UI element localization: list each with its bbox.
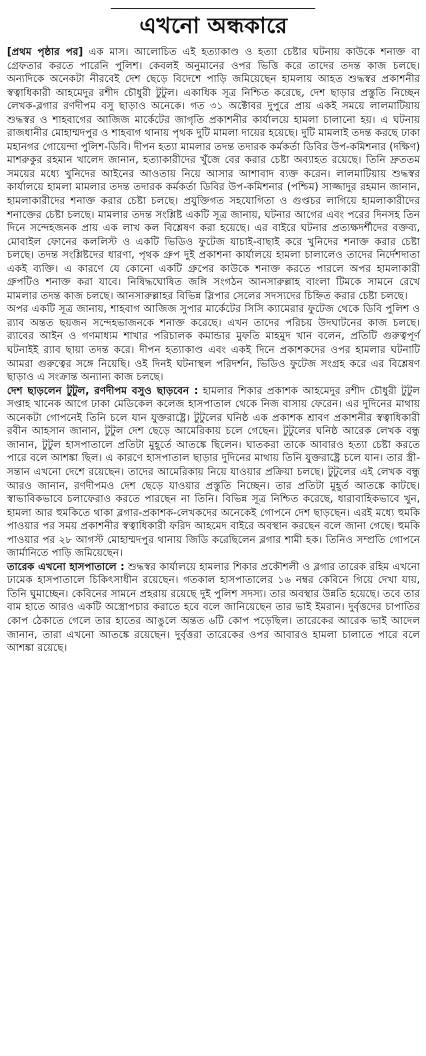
- subheading: দেশ ছাড়লেন টুটুল, রণদীপম বসুও ছাড়বেন :: [7, 385, 199, 397]
- article-paragraph: [7, 385, 420, 561]
- paragraph-text: হামলার শিকার প্রকাশক আহমেদুর রশীদ চৌধুরী টুটুল সপ্তাহ খানেক আগে ঢাকা মেডিকেল কলেজ হাসপাতাল থেকে নিজ বাসায় ফেরেন। এর দুদিনের মাথায় অনেকটা গোপনেই তিনি চলে যান যুক্তরাষ্ট্রে। টুটুলের ঘনিষ্ঠ এক প্রকাশক শ্রাবণ প্রকাশনীর স্বত্বাধিকারী রবীন আহসান জানান, টুটুল দেশ ছেড়ে আমেরিকায় চলে গেছেন। টুটুলের ঘনিষ্ঠ আরেক লেখক বন্ধু জানান, টুটুল হাসপাতালে প্রতিটা মুহূর্তে আতঙ্কে ছিলেন। ঘাতকরা তাকে আবারও হত্যা চেষ্টা করতে পারে বলে আশঙ্কা ছিল। এ কারণে হাসপাতাল ছাড়ার দুদিনের মাথায় তিনি যুক্তরাষ্ট্রে চলে যান। তার স্ত্রী-সন্তান এখনো দেশে রয়েছেন। তাদের আমেরিকায় নিয়ে যাওয়ার প্রক্রিয়া চলছে। টুটুলের এই লেখক বন্ধু আরও জানান, রণদীপমও দেশ ছেড়ে যাওয়ার প্রস্তুতি নিচ্ছেন। তার প্রতিটা মুহূর্ত আতঙ্কে কাটছে। স্বাভাবিকভাবে চলাফেরাও করতে পারছেন না তিনি। বিভিন্ন সূত্র নিশ্চিত করেছে, ধারাবাহিকভাবে খুন, হামলা আর হুমকিতে থাকা ব্লগার-প্রকাশক-লেখকদের অনেকেই গোপনে দেশ ছাড়ছেন। এরই মধ্যে হুমকি পাওয়ার পর সময় প্রকাশনীর স্বত্বাধিকারী ফরিদ আহমেদ বাইরে অবস্থান করছেন বলে জানা গেছে। হুমকি পাওয়ার পর ২৮ আগস্ট মোহাম্মদপুর থানায় জিডি করেছিলেন ব্লগার শামী হক। তিনিও সম্প্রতি গোপনে জার্মানিতে পাড়ি জমিয়েছেন।: [7, 385, 420, 560]
- article-headline: এখনো অন্ধকারে: [139, 13, 288, 39]
- continued-label: [প্রথম পৃষ্ঠার পর]: [7, 47, 83, 58]
- subheading: তারেক এখনো হাসপাতালে :: [7, 561, 125, 573]
- article-paragraph: [7, 303, 420, 384]
- paragraph-text: অপর একটি সূত্র জানায়, শাহবাগ আজিজ সুপার মার্কেটের সিসি ক্যামেরার ফুটেজ থেকে ডিবি পুলিশ ও র‌্যাব অন্তত ছয়জন সন্দেহভাজনকে শনাক্ত করেছে। এখন তাদের পরিচয় উদঘাটনের কাজ চলছে। র‌্যাবের আইন ও গণমাধ্যম শাখার পরিচালক কমান্ডার মুফতি মাহমুদ খান বলেন, প্রতিটি গুরুত্বপূর্ণ ঘটনাইই র‌্যাব ছায়া তদন্ত করে। দীপন হত্যাকাণ্ড এবং একই দিনে প্রকাশকদের ওপর হামলার ঘটনাটি আমরা গুরুত্বের সঙ্গে নিয়েছি। ওই দিনই ঘটনাস্থল পরিদর্শন, ভিডিও ফুটেজ সংগ্রহ করে এর বিশ্লেষণ ছাড়াও এ সংক্রান্ত অন্যান্য কাজ চলছে।: [7, 304, 420, 384]
- headline-decorative-rule: [118, 0, 308, 9]
- paragraph-text: শুদ্ধস্বর কার্যালয়ে হামলার শিকার প্রকৌশলী ও ব্লগার তারেক রহিম এখনো ঢামেক হাসপাতালে চিকিৎসাধীন রয়েছেন। গতকাল হাসপাতালের ১৬ নম্বর কেবিনে গিয়ে দেখা যায়, তিনি ঘুমাচ্ছেন। কেবিনের সামনে প্রহরায় রয়েছে দুই পুলিশ সদস্য। তার অবস্থার উন্নতি হয়েছে। তবে তার বাম হাতে আরও একটি অস্ত্রোপচার করাতে হবে বলে জানিয়েছেন তার ভাই ইমরান। দুর্বৃত্তদের চাপাতির কোপ ঠেকাতে গেলে তার হাতের আঙুলে অন্তত ৬টি কোপ পড়েছিল। তারেকের আরেক ভাই আদেল জানান, তারা এখনো আতঙ্কে রয়েছেন। দুর্বৃত্তরা তারেকের ওপর আবারও হামলা চালাতে পারে বলে আশঙ্কা রয়েছে।: [7, 561, 420, 655]
- article-paragraph: [7, 46, 420, 303]
- article-body: [7, 46, 420, 656]
- article-paragraph: [7, 561, 420, 656]
- paragraph-text: এক মাস। আলোচিত এই হত্যাকাণ্ড ও হত্যা চেষ্টার ঘটনায় কাউকে শনাক্ত বা গ্রেফতার করতে পারেনি পুলিশ। কেবলই অনুমানের ওপর ভিত্তি করে তাদের তদন্ত কাজ চলছে। অন্যদিকে অনেকটা নীরবেই দেশ ছেড়ে বিদেশে পাড়ি জমিয়েছেন হামলায় আহত শুদ্ধস্বর প্রকাশনীর স্বত্বাধিকারী আহমেদুর রশীদ চৌধুরী টুটুল। একাধিক সূত্র নিশ্চিত করেছে, দেশ ছাড়ার প্রস্তুতি নিচ্ছেন লেখক-ব্লগার রণদীপম বসু ছাড়াও অনেকে। গত ৩১ অক্টোবর দুপুরে প্রায় একই সময়ে লালমাটিয়ায় শুদ্ধস্বর ও শাহবাগের আজিজ মার্কেটের জাগৃতি প্রকাশনীর কার্যালয়ে হামলা চালানো হয়। এ ঘটনায় রাজধানীর মোহাম্মদপুর ও শাহবাগ থানায় পৃথক দুটি মামলা দায়ের হয়েছে। দুটি মামলাই তদন্ত করছে ঢাকা মহানগর গোয়েন্দা পুলিশ-ডিবি। দীপন হত্যা মামলার তদন্ত তদারক কর্মকর্তা ডিবির উপ-কমিশনার (দক্ষিণ) মাশরুকুর রহমান খালেদ জানান, হত্যাকারীদের খুঁজে বের করার চেষ্টা অব্যাহত রয়েছে। তিনি দ্রুততম সময়ের মধ্যে খুনিদের আইনের আওতায় নিয়ে আসার আশাবাদ ব্যক্ত করেন। লালমাটিয়ায় শুদ্ধস্বর কার্যালয়ে হামলা মামলার তদন্ত তদারক কর্মকর্তা ডিবির উপ-কমিশনার (পশ্চিম) সাজ্জাদুর রহমান জানান, হামলাকারীদের শনাক্ত করার চেষ্টা চলছে। প্রযুক্তিগত সহযোগিতা ও গুপ্তচর লাগিয়ে হামলাকারীদের শনাক্তের চেষ্টা চলছে। মামলার তদন্ত সংশ্লিষ্ট একটি সূত্র জানায়, ঘটনার আগের এবং পরের দিনসহ তিন দিনে সন্দেহজনক প্রায় এক লাখ কল বিশ্লেষণ করা হয়েছে। এর বাইরে ঘটনার প্রত্যক্ষদর্শীদের বক্তব্য, মোবাইল ফোনের কললিস্ট ও একটি ভিডিও ফুটেজ যাচাই-বাছাই করে খুনিদের শনাক্ত করার চেষ্টা চলছে। তদন্ত সংশ্লিষ্টদের ধারণা, পৃথক গ্রুপ দুই প্রকাশনা কার্যালয়ে হামলা চালালেও তাদের নির্দেশদাতা একই ব্যক্তি। এ কারণে যে কোনো একটি গ্রুপের কাউকে শনাক্ত করতে পারলে অপর হামলাকারী গ্রুপটিও শনাক্ত করা যাবে। নিষিদ্ধঘোষিত জঙ্গি সংগঠন আনসারুল্লাহ বাংলা টিমকে সামনে রেখে মামলার তদন্ত কাজ চলছে। আনসারুল্লাহর বিভিন্ন স্লিপার সেলের সদস্যদের চিহ্নিত করার চেষ্টা চলছে।: [7, 47, 420, 302]
